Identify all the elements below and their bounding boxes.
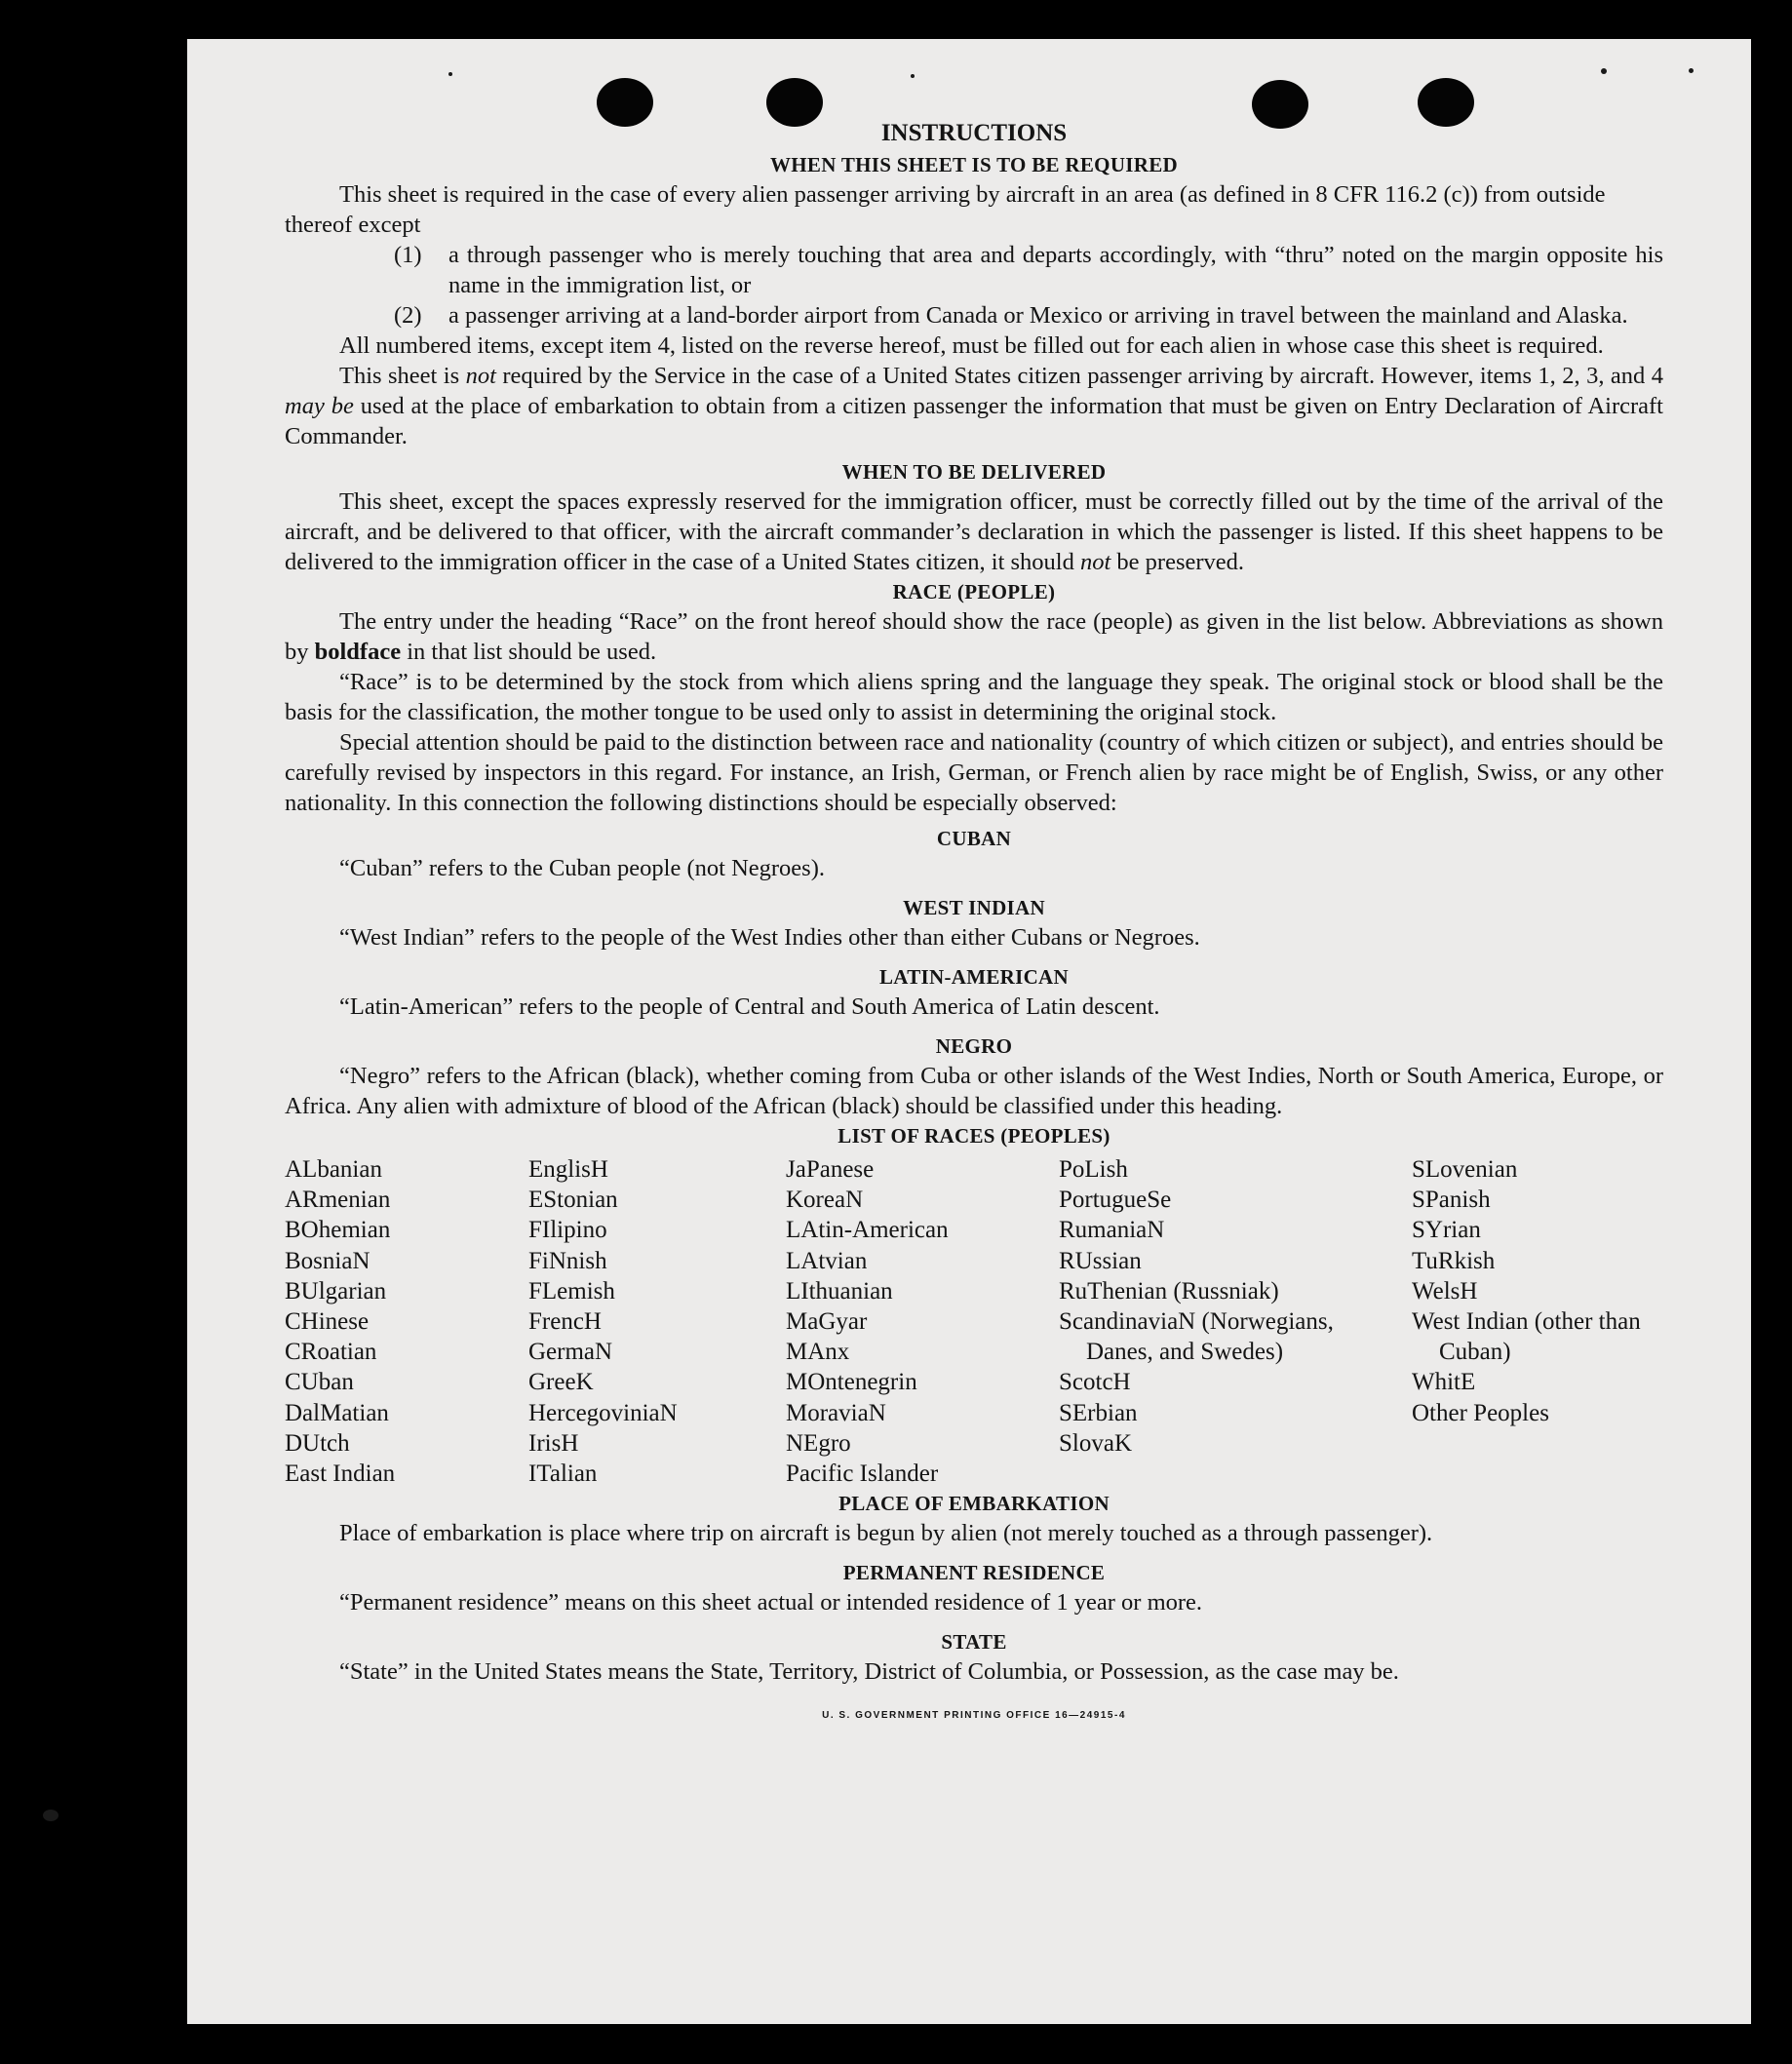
italic-text: may be [285, 393, 354, 419]
paragraph: “Race” is to be determined by the stock from which aliens spring and the language they speak. The original stock or blood shall be the basis for the classification, the mother tongue to be used only to assist in determining the original stock. [285, 669, 1663, 725]
item-number: (2) [394, 302, 422, 329]
item-text: a through passenger who is merely touching that area and departs accordingly, with “thru” noted on the margin opposite his name in the immigration list, or [448, 242, 1663, 298]
race-entry: RumaniaN [1059, 1217, 1165, 1244]
heading-negro: NEGRO [935, 1034, 1013, 1058]
race-list [285, 1154, 1663, 1489]
race-entry: WhitE [1412, 1369, 1476, 1396]
race-entry: SlovaK [1059, 1429, 1132, 1457]
race-entry: LIthuanian [786, 1277, 893, 1305]
race-entry: RUssian [1059, 1247, 1142, 1274]
race-entry: SLovenian [1412, 1156, 1518, 1183]
heading-latin-american: LATIN-AMERICAN [879, 965, 1069, 989]
race-entry: Other Peoples [1412, 1399, 1549, 1426]
race-entry: IrisH [528, 1429, 579, 1457]
race-entry: MAnx [786, 1339, 850, 1366]
race-column [285, 1154, 528, 1489]
list-item [285, 300, 1663, 331]
race-entry: MOntenegrin [786, 1369, 917, 1396]
race-entry: EStonian [528, 1187, 618, 1214]
text-run: Abbreviations as shown by [285, 608, 1663, 665]
speck [448, 72, 452, 76]
race-entry: West Indian (other than Cuban) [1412, 1308, 1641, 1366]
speck [1601, 68, 1607, 74]
text-run: required by the Service in the case of a United States citizen passenger arriving by aircraft. However, items 1, 2, 3, and 4 [495, 363, 1663, 389]
heading-west-indian: WEST INDIAN [903, 896, 1045, 919]
heading-when-delivered: WHEN TO BE DELIVERED [841, 460, 1107, 484]
race-entry: GermaN [528, 1339, 613, 1366]
item-number: (1) [394, 242, 422, 268]
race-column [1412, 1154, 1663, 1489]
race-entry: MaGyar [786, 1308, 868, 1336]
race-entry: ScandinaviaN (Norwegians, Danes, and Swedes) [1059, 1308, 1334, 1366]
paragraph [285, 361, 1663, 451]
document-page [187, 39, 1751, 2024]
text-run: be preserved. [1110, 549, 1245, 575]
heading-race: RACE (PEOPLE) [892, 580, 1056, 604]
item-text: a passenger arriving at a land-border airport from Canada or Mexico or arriving in travel between the mainland and Alaska. [448, 302, 1628, 329]
paragraph [285, 487, 1663, 577]
paragraph: “Permanent residence” means on this sheet actual or intended residence of 1 year or more. [339, 1589, 1203, 1616]
text-run: This sheet is [339, 363, 466, 389]
text-run: used at the place of embarkation to obtain from a citizen passenger the information that must be given on Entry Declaration of Aircraft Commander. [285, 393, 1663, 449]
race-entry: MoraviaN [786, 1399, 886, 1426]
race-entry: ALbanian [285, 1156, 382, 1183]
race-entry: KoreaN [786, 1187, 864, 1214]
paragraph: All numbered items, except item 4, listed on the reverse hereof, must be filled out for each alien in whose case this sheet is required. [339, 332, 1604, 359]
paragraph [285, 606, 1663, 667]
race-entry: SYrian [1412, 1217, 1481, 1244]
paragraph: “Negro” refers to the African (black), whether coming from Cuba or other islands of the West Indies, North or South America, Europe, or Africa. Any alien with admixture of blood of the African (black) should be classified under this heading. [285, 1063, 1663, 1119]
heading-permanent-residence: PERMANENT RESIDENCE [842, 1561, 1106, 1585]
race-entry: EnglisH [528, 1156, 608, 1183]
text-run: This sheet, except the spaces expressly reserved for the immigration officer, must be correctly filled out by the time of the arrival of the aircraft, and be delivered to that officer, with the aircraft commander’s declaration in which the passenger is listed. If this sheet happens to be delivered to the immigration officer in the case of a United States citizen, it should [285, 488, 1663, 575]
bold-text: boldface [314, 639, 402, 665]
heading-when-required: WHEN THIS SHEET IS TO BE REQUIRED [769, 153, 1178, 176]
race-entry: ScotcH [1059, 1369, 1131, 1396]
race-entry: LAtin-American [786, 1217, 949, 1244]
race-entry: FIlipino [528, 1217, 607, 1244]
printer-imprint: U. S. GOVERNMENT PRINTING OFFICE 16—24915-4 [822, 1710, 1126, 1722]
race-entry: CHinese [285, 1308, 370, 1336]
race-entry: East Indian [285, 1460, 396, 1488]
race-entry: Pacific Islander [786, 1460, 939, 1488]
italic-text: not [465, 363, 496, 389]
race-entry: GreeK [528, 1369, 594, 1396]
race-entry: RuThenian (Russniak) [1059, 1277, 1279, 1305]
speck [43, 1810, 58, 1821]
text-run: The entry under the heading “Race” on the front hereof should show the race (people) as given in the list below. [339, 608, 1427, 635]
paragraph: This sheet is required in the case of every alien passenger arriving by aircraft in an area (as defined in 8 CFR 116.2 (c)) from outside thereof except [285, 181, 1606, 238]
race-entry: ITalian [528, 1460, 598, 1488]
race-entry: ARmenian [285, 1187, 391, 1214]
race-entry: SPanish [1412, 1187, 1491, 1214]
race-entry: TuRkish [1412, 1247, 1496, 1274]
race-entry: FrencH [528, 1308, 602, 1336]
paragraph: Place of embarkation is place where trip on aircraft is begun by alien (not merely touched as a through passenger). [339, 1520, 1433, 1547]
paragraph: Special attention should be paid to the distinction between race and nationality (country of which citizen or subject), and entries should be carefully revised by inspectors in this regard. For instance, an Irish, German, or French alien by race might be of English, Swiss, or any other nationality. In this connection the following distinctions should be especially observed: [285, 729, 1663, 816]
paragraph: “Latin-American” refers to the people of Central and South America of Latin descent. [339, 993, 1160, 1020]
heading-list-of-races: LIST OF RACES (PEOPLES) [838, 1124, 1110, 1148]
race-entry: DalMatian [285, 1399, 389, 1426]
instructions-content [285, 117, 1663, 1731]
heading-embarkation: PLACE OF EMBARKATION [838, 1492, 1110, 1516]
race-entry: BosniaN [285, 1247, 370, 1274]
speck [1689, 68, 1694, 73]
italic-text: not [1079, 549, 1111, 575]
heading-state: STATE [941, 1630, 1007, 1655]
race-entry: NEgro [786, 1429, 851, 1457]
paragraph: “West Indian” refers to the people of the West Indies other than either Cubans or Negroes. [339, 924, 1200, 951]
race-entry: BOhemian [285, 1217, 391, 1244]
race-entry: HercegoviniaN [528, 1399, 678, 1426]
text-run: in that list should be used. [401, 639, 657, 665]
race-entry: JaPanese [786, 1156, 875, 1183]
paragraph: “Cuban” refers to the Cuban people (not Negroes). [339, 855, 825, 881]
race-entry: SErbian [1059, 1399, 1138, 1426]
race-entry: LAtvian [786, 1247, 868, 1274]
race-entry: FLemish [528, 1277, 615, 1305]
race-entry: WelsH [1412, 1277, 1478, 1305]
race-entry: PoLish [1059, 1156, 1128, 1183]
paragraph: “State” in the United States means the State, Territory, District of Columbia, or Possession, as the case may be. [339, 1658, 1399, 1686]
heading-cuban: CUBAN [936, 827, 1012, 850]
speck [911, 74, 915, 78]
list-item [285, 240, 1663, 300]
race-column [528, 1154, 786, 1489]
race-entry: CUban [285, 1369, 354, 1396]
race-entry: PortugueSe [1059, 1187, 1172, 1214]
page-title: INSTRUCTIONS [880, 120, 1068, 146]
race-entry: CRoatian [285, 1339, 377, 1366]
race-column [786, 1154, 1059, 1489]
race-entry: FiNnish [528, 1247, 607, 1274]
race-column [1059, 1154, 1342, 1489]
race-entry: DUtch [285, 1429, 350, 1457]
race-entry: BUlgarian [285, 1277, 387, 1305]
